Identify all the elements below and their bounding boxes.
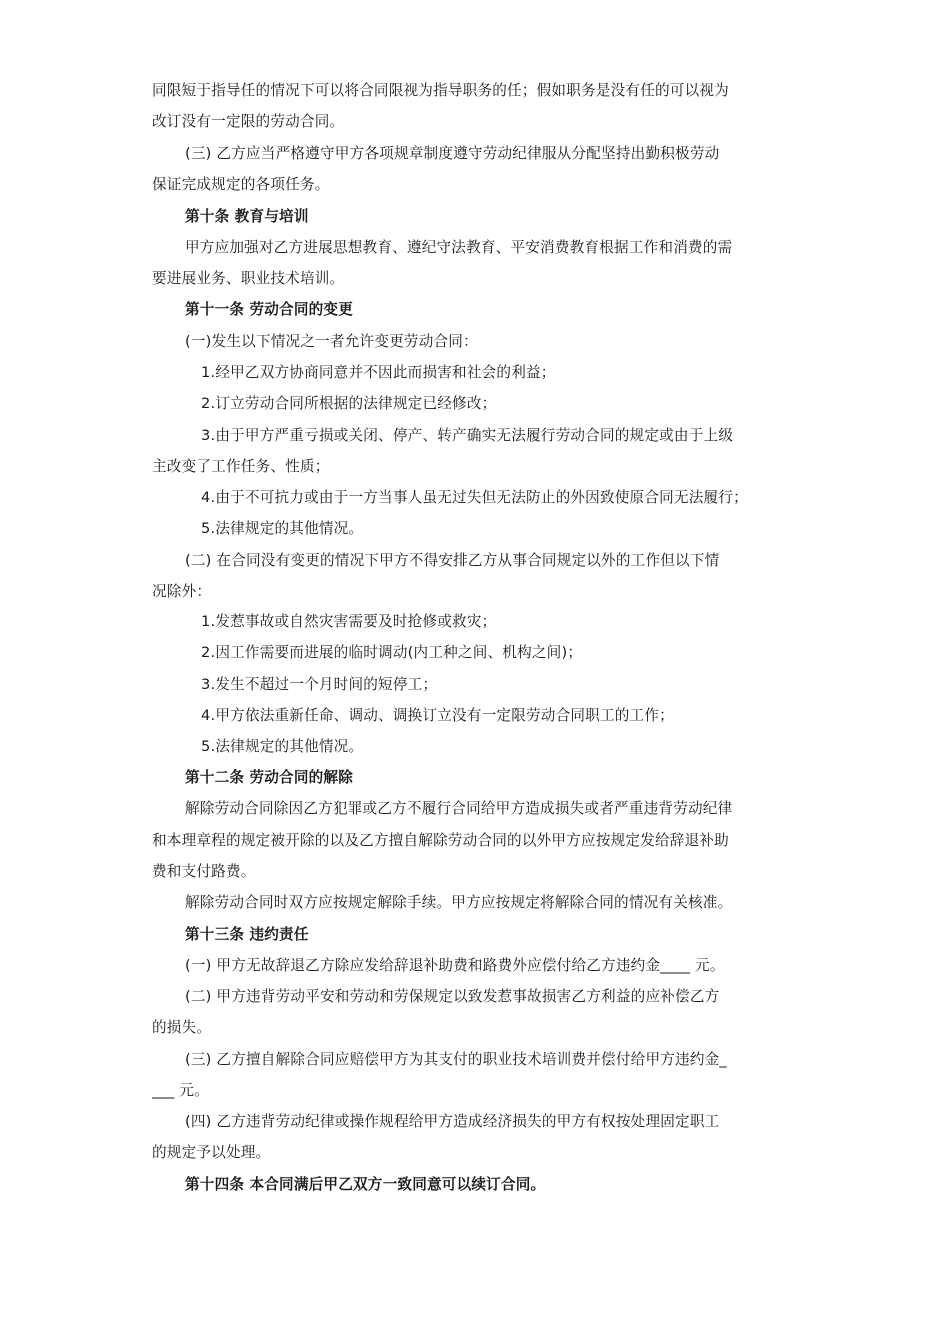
paragraph-line: 同限短于指导任的情况下可以将合同限视为指导职务的任；假如职务是没有任的可以视为 xyxy=(152,82,729,99)
paragraph-line: 的损失。 xyxy=(152,1019,212,1036)
paragraph-line: 2.因工作需要而进展的临时调动(内工种之间、机构之间)； xyxy=(201,644,583,661)
paragraph-line: 2.订立劳动合同所根据的法律规定已经修改； xyxy=(201,395,497,412)
paragraph-line: 3.由于甲方严重亏损或关闭、停产、转产确实无法履行劳动合同的规定或由于上级 xyxy=(201,427,734,444)
paragraph-line: 解除劳动合同时双方应按规定解除手续。甲方应按规定将解除合同的情况有关核准。 xyxy=(185,894,733,911)
paragraph-line: 和本理章程的规定被开除的以及乙方擅自解除劳动合同的以外甲方应按规定发给辞退补助 xyxy=(152,832,729,849)
paragraph-line: 1.经甲乙双方协商同意并不因此而损害和社会的利益； xyxy=(201,364,556,381)
article-heading: 第十一条 劳动合同的变更 xyxy=(185,301,354,318)
paragraph-line: 5.法律规定的其他情况。 xyxy=(201,520,364,537)
paragraph-line: 况除外： xyxy=(152,583,212,600)
paragraph-line: (三) 乙方擅自解除合同应赔偿甲方为其支付的职业技术培训费并偿付给甲方违约金_ xyxy=(185,1051,727,1068)
paragraph-line: (二) 甲方违背劳动平安和劳动和劳保规定以致发惹事故损害乙方利益的应补偿乙方 xyxy=(185,988,720,1005)
paragraph-line: 4.由于不可抗力或由于一方当事人虽无过失但无法防止的外因致使原合同无法履行； xyxy=(201,489,748,506)
paragraph-line: 4.甲方依法重新任命、调动、调换订立没有一定限劳动合同职工的工作； xyxy=(201,707,674,724)
paragraph-line: 3.发生不超过一个月时间的短停工； xyxy=(201,676,438,693)
paragraph-line: (二) 在合同没有变更的情况下甲方不得安排乙方从事合同规定以外的工作但以下情 xyxy=(185,552,720,569)
paragraph-line: (一) 甲方无故辞退乙方除应发给辞退补助费和路费外应偿付给乙方违约金____ 元。 xyxy=(185,957,725,974)
paragraph-line: 费和支付路费。 xyxy=(152,863,256,880)
article-heading: 第十条 教育与培训 xyxy=(185,208,309,225)
paragraph-line: 解除劳动合同除因乙方犯罪或乙方不履行合同给甲方造成损失或者严重违背劳动纪律 xyxy=(185,800,733,817)
paragraph-line: ___ 元。 xyxy=(152,1082,209,1099)
paragraph-line: 甲方应加强对乙方进展思想教育、遵纪守法教育、平安消费教育根据工作和消费的需 xyxy=(185,239,733,256)
paragraph-line: (四) 乙方违背劳动纪律或操作规程给甲方造成经济损失的甲方有权按处理固定职工 xyxy=(185,1113,720,1130)
paragraph-line: (一)发生以下情况之一者允许变更劳动合同： xyxy=(185,333,478,350)
paragraph-line: 5.法律规定的其他情况。 xyxy=(201,738,364,755)
paragraph-line: 主改变了工作任务、性质； xyxy=(152,458,330,475)
article-heading: 第十四条 本合同满后甲乙双方一致同意可以续订合同。 xyxy=(185,1176,546,1193)
article-heading: 第十三条 违约责任 xyxy=(185,926,309,943)
paragraph-line: 的规定予以处理。 xyxy=(152,1144,271,1161)
article-heading: 第十二条 劳动合同的解除 xyxy=(185,769,354,786)
paragraph-line: 改订没有一定限的劳动合同。 xyxy=(152,113,345,130)
paragraph-line: 要进展业务、职业技术培训。 xyxy=(152,270,345,287)
paragraph-line: (三) 乙方应当严格遵守甲方各项规章制度遵守劳动纪律服从分配坚持出勤积极劳动 xyxy=(185,145,720,162)
paragraph-line: 1.发惹事故或自然灾害需要及时抢修或救灾； xyxy=(201,613,497,630)
paragraph-line: 保证完成规定的各项任务。 xyxy=(152,176,330,193)
